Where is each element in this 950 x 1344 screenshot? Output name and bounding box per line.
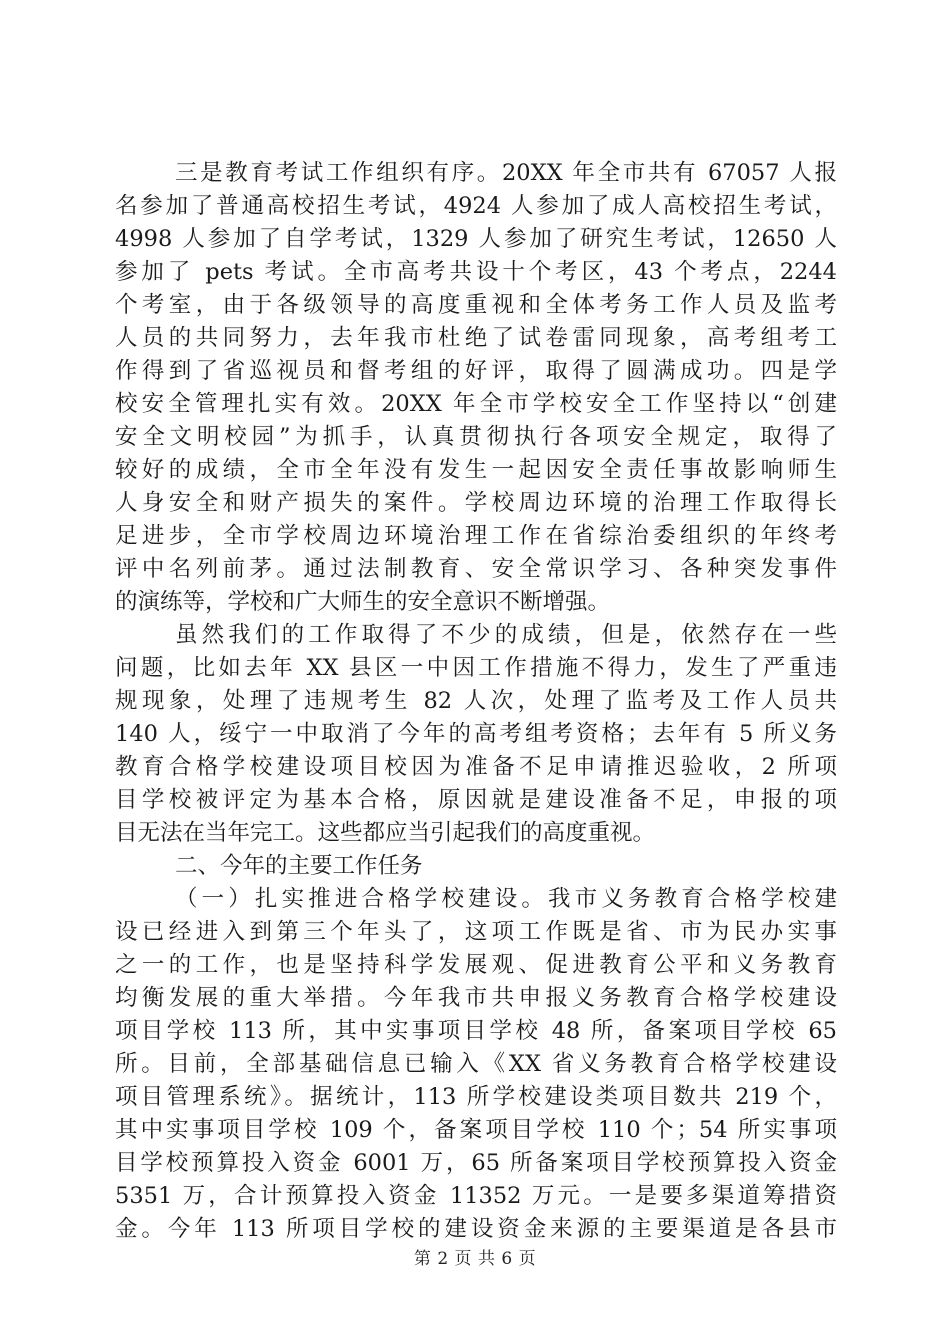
paragraph-line: 4998 人参加了自学考试，1329 人参加了研究生考试，12650 人 [115, 226, 837, 252]
paragraph-line: 人身安全和财产损失的案件。学校周边环境的治理工作取得长 [115, 490, 837, 516]
paragraph-line: 设已经进入到第三个年头了，这项工作既是省、市为民办实事 [115, 919, 837, 945]
paragraph-line: 目学校预算投入资金 6001 万，65 所备案项目学校预算投入资金 [115, 1150, 837, 1176]
paragraph-line: 均衡发展的重大举措。今年我市共申报义务教育合格学校建设 [115, 985, 837, 1011]
paragraph-line: 140 人，绥宁一中取消了今年的高考组考资格；去年有 5 所义务 [115, 721, 837, 747]
paragraph-line: 5351 万，合计预算投入资金 11352 万元。一是要多渠道筹措资 [115, 1183, 837, 1209]
paragraph-line: 评中名列前茅。通过法制教育、安全常识学习、各种突发事件 [115, 556, 837, 582]
paragraph-line: 三是教育考试工作组织有序。20XX 年全市共有 67057 人报 [175, 160, 837, 186]
paragraph-line: 所。目前，全部基础信息已输入《XX 省义务教育合格学校建设 [115, 1051, 837, 1077]
paragraph-line: 项目学校 113 所，其中实事项目学校 48 所，备案项目学校 65 [115, 1018, 837, 1044]
paragraph-line: 校安全管理扎实有效。20XX 年全市学校安全工作坚持以“创建 [115, 391, 837, 417]
paragraph-line: （一）扎实推进合格学校建设。我市义务教育合格学校建 [175, 886, 837, 912]
paragraph-line: 问题，比如去年 XX 县区一中因工作措施不得力，发生了严重违 [115, 655, 837, 681]
section-heading: 二、今年的主要工作任务 [175, 853, 423, 879]
paragraph-line: 参加了 pets 考试。全市高考共设十个考区，43 个考点，2244 [115, 259, 837, 285]
paragraph-line: 项目管理系统》。据统计，113 所学校建设类项目数共 219 个， [115, 1084, 837, 1110]
paragraph-line: 的演练等，学校和广大师生的安全意识不断增强。 [115, 589, 611, 615]
paragraph-line: 目无法在当年完工。这些都应当引起我们的高度重视。 [115, 820, 656, 846]
paragraph-line: 名参加了普通高校招生考试，4924 人参加了成人高校招生考试， [115, 193, 837, 219]
paragraph-line: 个考室，由于各级领导的高度重视和全体考务工作人员及监考 [115, 292, 837, 318]
paragraph-line: 足进步，全市学校周边环境治理工作在省综治委组织的年终考 [115, 523, 837, 549]
document-body [115, 157, 837, 1246]
paragraph-line: 金。今年 113 所项目学校的建设资金来源的主要渠道是各县市 [115, 1216, 837, 1242]
page-number-footer: 第 2 页 共 6 页 [413, 1249, 537, 1269]
paragraph-line: 作得到了省巡视员和督考组的好评，取得了圆满成功。四是学 [115, 358, 837, 384]
paragraph-line: 较好的成绩，全市全年没有发生一起因安全责任事故影响师生 [115, 457, 837, 483]
paragraph-line: 其中实事项目学校 109 个，备案项目学校 110 个；54 所实事项 [115, 1117, 837, 1143]
paragraph-line: 教育合格学校建设项目校因为准备不足申请推迟验收，2 所项 [115, 754, 837, 780]
paragraph-line: 规现象，处理了违规考生 82 人次，处理了监考及工作人员共 [115, 688, 837, 714]
paragraph-line: 目学校被评定为基本合格，原因就是建设准备不足，申报的项 [115, 787, 837, 813]
paragraph-line: 安全文明校园”为抓手，认真贯彻执行各项安全规定，取得了 [115, 424, 837, 450]
paragraph-line: 虽然我们的工作取得了不少的成绩，但是，依然存在一些 [175, 622, 837, 648]
paragraph-line: 之一的工作，也是坚持科学发展观、促进教育公平和义务教育 [115, 952, 837, 978]
paragraph-line: 人员的共同努力，去年我市杜绝了试卷雷同现象，高考组考工 [115, 325, 837, 351]
